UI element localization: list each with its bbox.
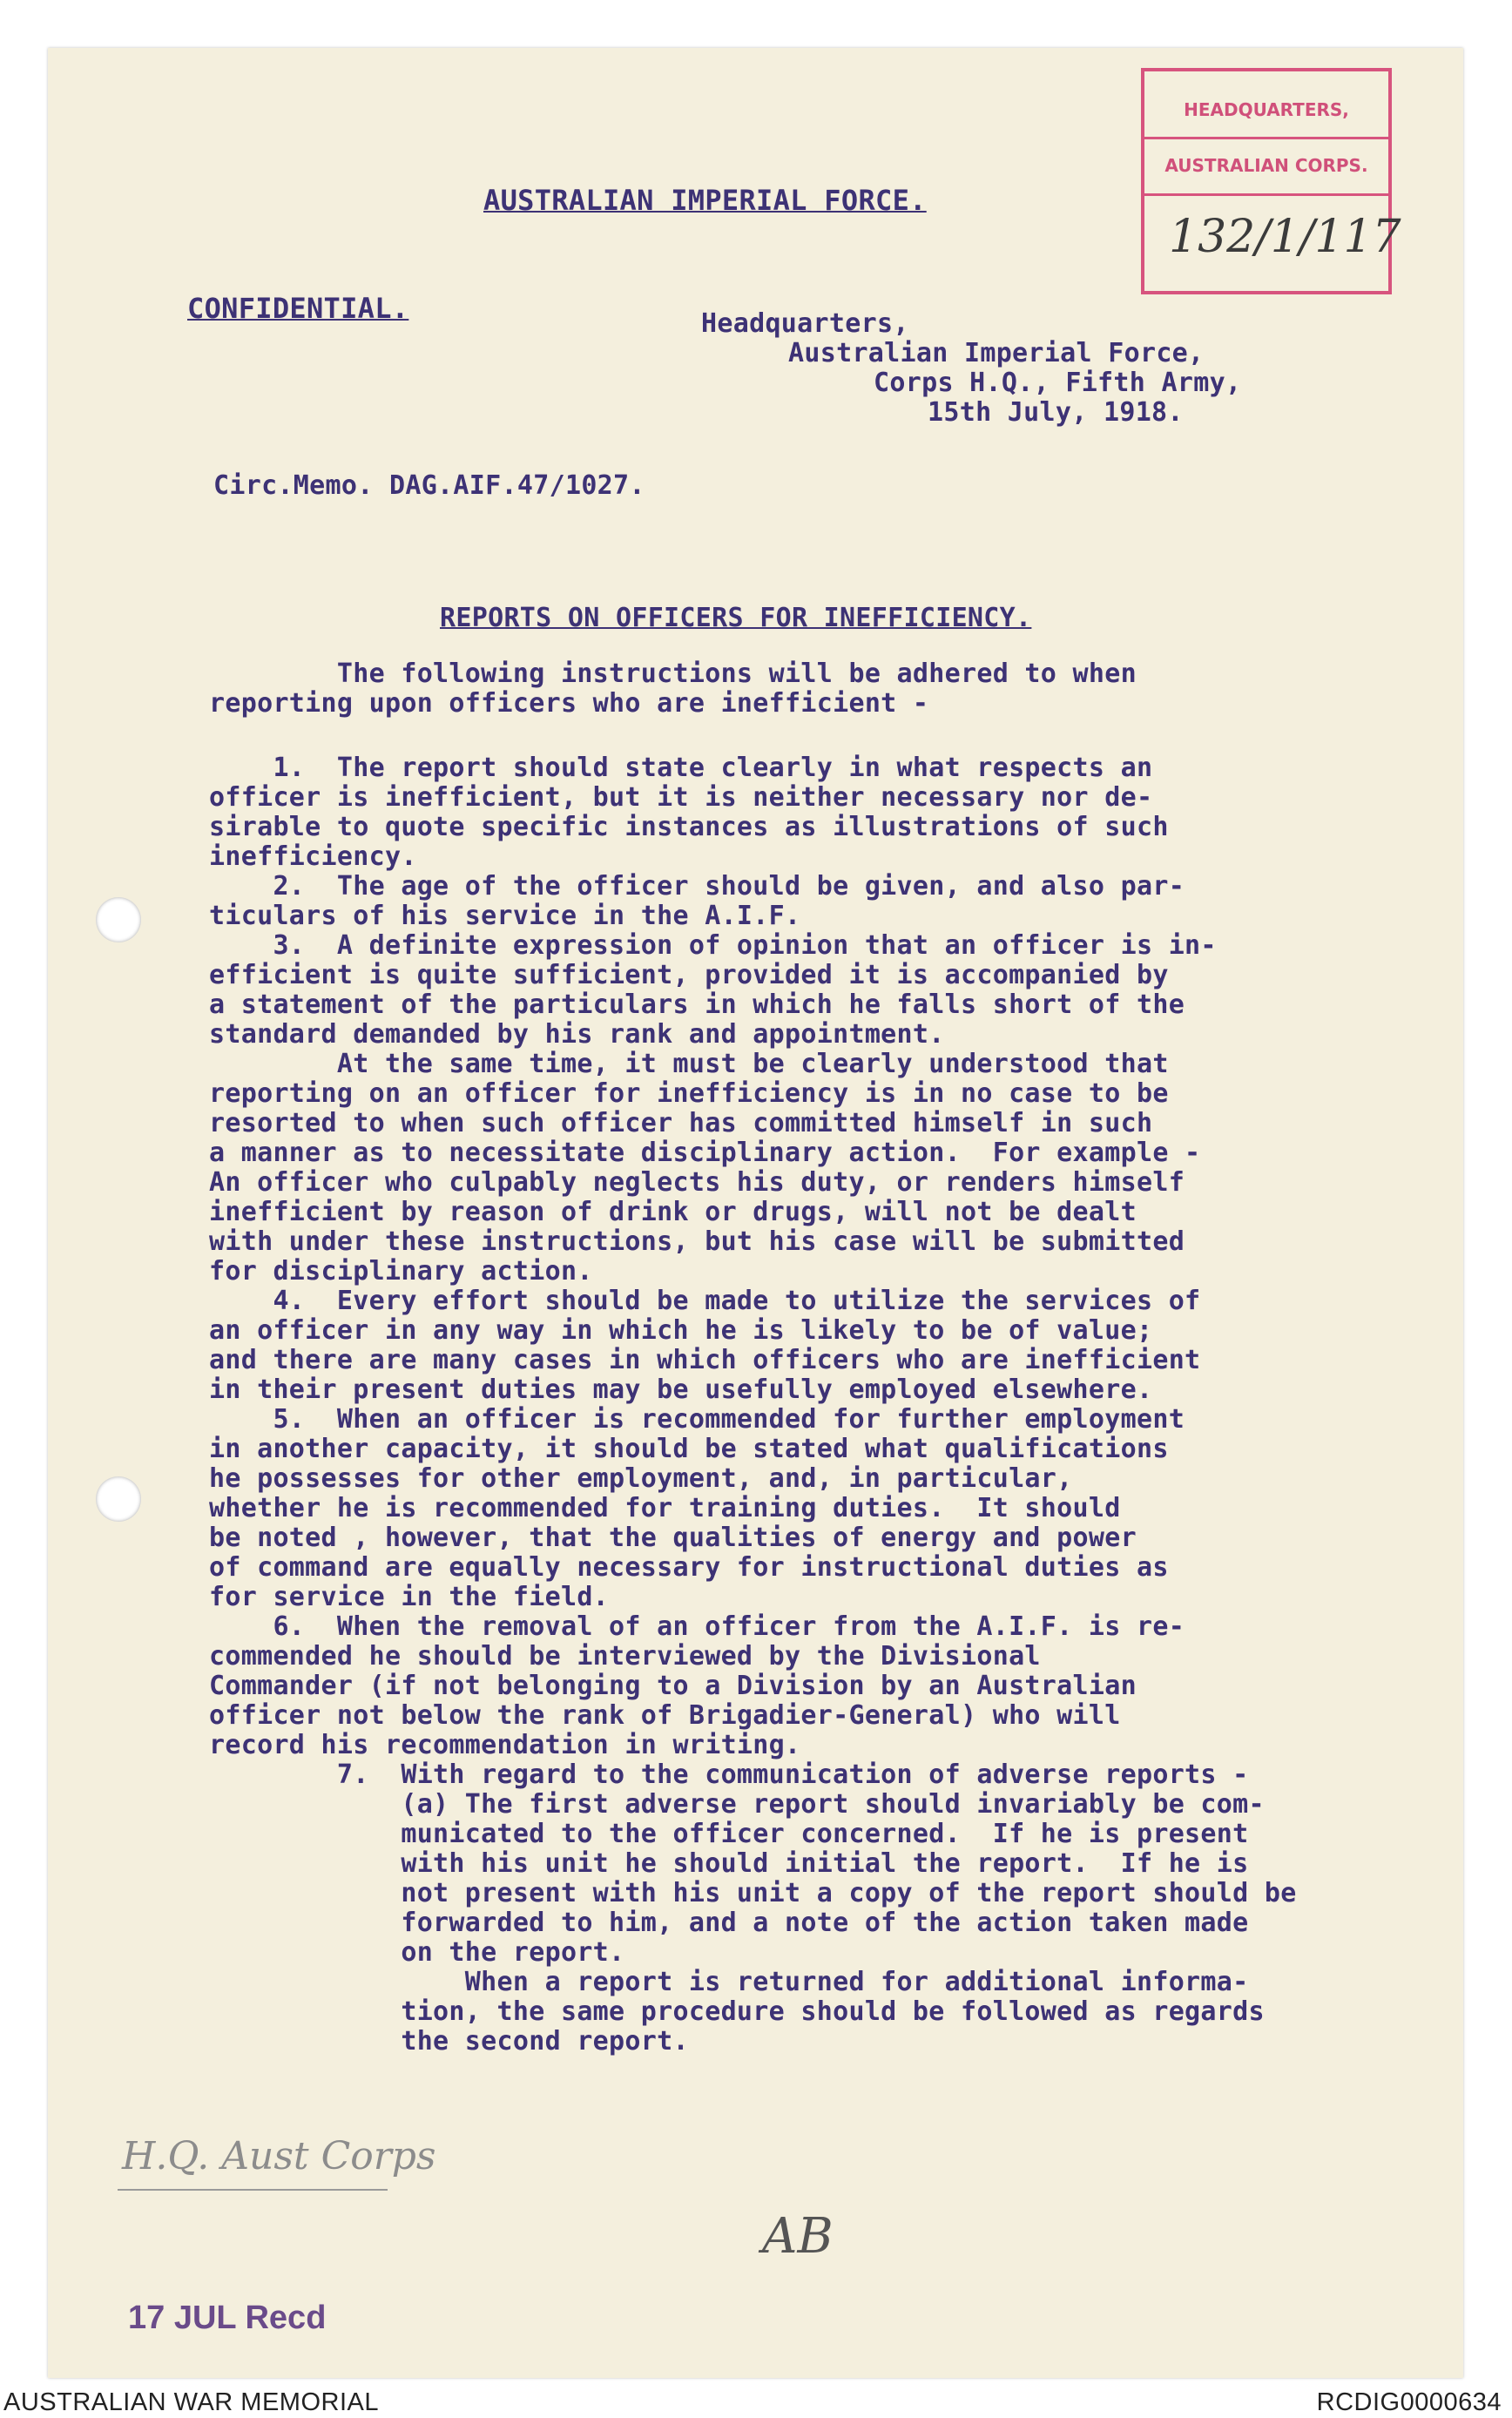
text-line: Commander (if not belonging to a Division by an Australian [209,1671,1137,1701]
text-line: forwarded to him, and a note of the action taken made [209,1908,1249,1938]
text-line: and there are many cases in which officers who are inefficient [209,1345,1201,1375]
text-line: efficient is quite sufficient, provided it is accompanied by [209,960,1169,990]
stamp-divider [1144,193,1388,196]
text-line: be noted , however, that the qualities of energy and power [209,1523,1137,1553]
text-line: standard demanded by his rank and appointment. [209,1019,945,1050]
text-line: not present with his unit a copy of the report should be [209,1878,1297,1908]
text-line: whether he is recommended for training duties. It should [209,1493,1121,1523]
text-line: officer not below the rank of Brigadier-General) who will [209,1700,1121,1731]
memo-reference: Circ.Memo. DAG.AIF.47/1027. [213,470,645,501]
text-line: on the report. [209,1937,625,1968]
received-date-stamp: 17 JUL Recd [128,2300,327,2336]
handwritten-note: H.Q. Aust Corps [122,2134,436,2178]
subject-heading: REPORTS ON OFFICERS FOR INEFFICIENCY. [440,603,1032,633]
text-line: a statement of the particulars in which he falls short of the [209,989,1185,1020]
text-line: for service in the field. [209,1582,610,1612]
classification-label: CONFIDENTIAL. [187,292,409,325]
text-line: At the same time, it must be clearly understood that [209,1049,1169,1079]
stamp-reference-number: 132/1/117 [1169,211,1401,263]
text-line: An officer who culpably neglects his duty, or renders himself [209,1167,1185,1198]
text-line: officer is inefficient, but it is neither necessary nor de- [209,782,1153,813]
footer-archive-name: AUSTRALIAN WAR MEMORIAL [3,2388,379,2416]
handwritten-note-underline [118,2189,388,2191]
text-line: he possesses for other employment, and, in particular, [209,1463,1073,1494]
text-line: in another capacity, it should be stated what qualifications [209,1434,1169,1464]
headquarters-stamp [1141,68,1401,294]
address-line: Headquarters, [701,308,909,339]
text-line: tion, the same procedure should be followed as regards [209,1996,1265,2027]
handwritten-initials: AB [762,2208,834,2265]
text-line: commended he should be interviewed by the Divisional [209,1641,1041,1672]
address-date: 15th July, 1918. [928,397,1184,428]
text-line: the second report. [209,2026,689,2057]
punch-hole-top [96,897,141,942]
text-line: sirable to quote specific instances as illustrations of such [209,812,1169,842]
document-title: AUSTRALIAN IMPERIAL FORCE. [483,184,927,217]
punch-hole-bottom [96,1476,141,1522]
text-line: record his recommendation in writing. [209,1730,801,1760]
text-line: When a report is returned for additional informa- [209,1967,1249,1997]
text-line: reporting upon officers who are inefficient - [209,688,929,719]
text-line: 6. When the removal of an officer from the A.I.F. is re- [209,1611,1185,1642]
text-line: municated to the officer concerned. If he is present [209,1819,1249,1849]
text-line: in their present duties may be usefully employed elsewhere. [209,1374,1153,1405]
document-sheet [48,48,1463,2378]
text-line: resorted to when such officer has committed himself in such [209,1108,1153,1138]
text-line: reporting on an officer for inefficiency is in no case to be [209,1078,1169,1109]
stamp-divider [1144,137,1388,139]
text-line: a manner as to necessitate disciplinary action. For example - [209,1138,1201,1168]
address-line: Corps H.Q., Fifth Army, [874,368,1242,398]
text-line: (a) The first adverse report should invariably be com- [209,1789,1265,1820]
text-line: The following instructions will be adhered to when [209,659,1137,689]
footer-catalogue-id: RCDIG0000634 [1316,2388,1502,2416]
stamp-line-1: HEADQUARTERS, [1184,99,1349,120]
text-line: 1. The report should state clearly in what respects an [209,753,1153,783]
text-line: 2. The age of the officer should be given, and also par- [209,871,1185,902]
text-line: with under these instructions, but his case will be submitted [209,1226,1185,1257]
text-line: 4. Every effort should be made to utilize the services of [209,1286,1201,1316]
text-line: inefficiency. [209,841,417,872]
text-line: inefficient by reason of drink or drugs, will not be dealt [209,1197,1137,1227]
text-line: for disciplinary action. [209,1256,593,1287]
text-line: of command are equally necessary for instructional duties as [209,1552,1169,1583]
text-line: 7. With regard to the communication of adverse reports - [209,1759,1249,1790]
stamp-line-2: AUSTRALIAN CORPS. [1164,155,1368,176]
text-line: with his unit he should initial the report. If he is [209,1848,1249,1879]
text-line: an officer in any way in which he is likely to be of value; [209,1315,1153,1346]
text-line: ticulars of his service in the A.I.F. [209,901,801,931]
text-line: 3. A definite expression of opinion that an officer is in- [209,930,1217,961]
text-line: 5. When an officer is recommended for further employment [209,1404,1185,1435]
address-line: Australian Imperial Force, [788,338,1205,368]
